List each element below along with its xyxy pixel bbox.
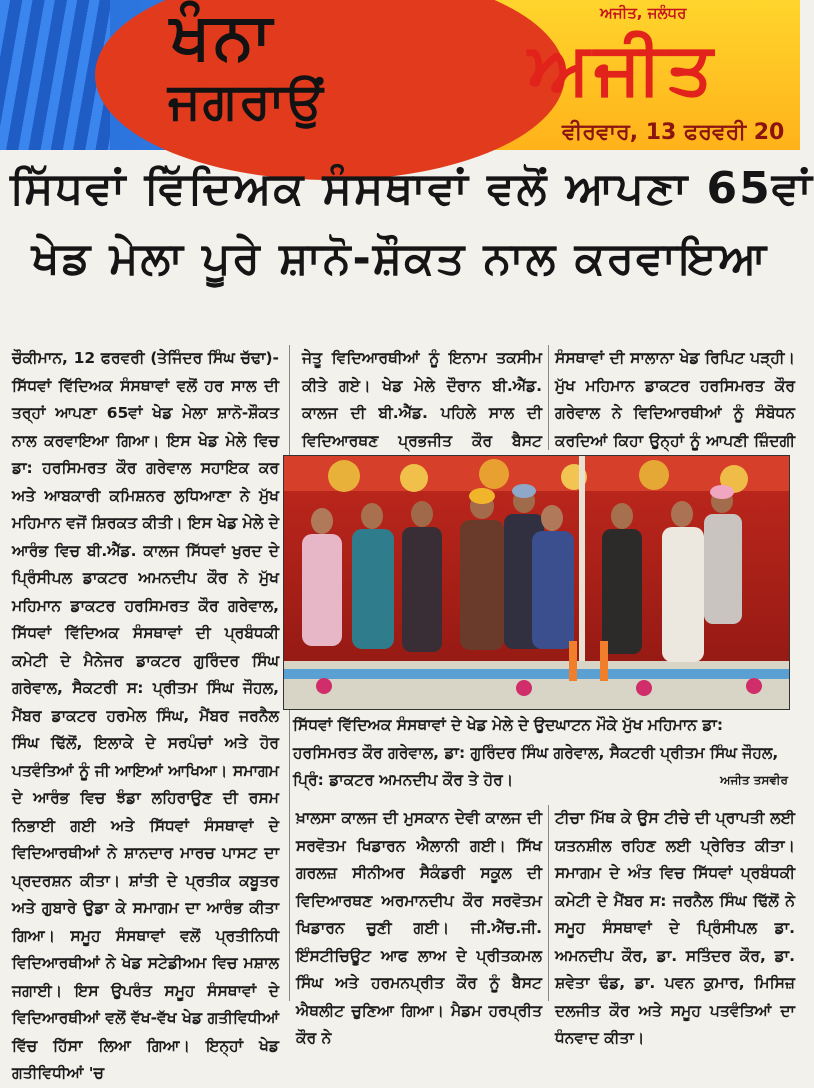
publisher-label: ਅਜੀਤ, ਜਲੰਧਰ <box>600 4 687 22</box>
event-photo <box>283 455 790 710</box>
event-photo-illustration <box>284 456 789 709</box>
headline-line-1: ਸਿੱਧਵਾਂ ਵਿੱਦਿਅਕ ਸੰਸਥਾਵਾਂ ਵਲੋਂ ਆਪਣਾ 65ਵਾਂ <box>10 163 814 214</box>
photo-caption <box>293 712 788 795</box>
photo-caption-text: ਸਿੱਧਵਾਂ ਵਿੱਦਿਅਕ ਸੰਸਥਾਵਾਂ ਦੇ ਖੇਡ ਮੇਲੇ ਦੇ ਉਦਘਾਟਨ ਮੌਕੇ ਮੁੱਖ ਮਹਿਮਾਨ ਡਾ: ਹਰਸਿਮਰਤ ਕੌਰ ਗਰੇਵਾਲ, ਡਾ: ਗੁਰਿੰਦਰ ਸਿੰਘ ਗਰੇਵਾਲ, ਸੈਕਟਰੀ ਪ੍ਰੀਤਮ ਸਿੰਘ ਜੌਹਲ, ਪ੍ਰਿੰ: ਡਾਕਟਰ ਅਮਨਦੀਪ ਕੌਰ ਤੇ ਹੋਰ। <box>293 716 779 789</box>
article-column-3 <box>555 345 795 457</box>
banner-red-oval <box>95 0 565 180</box>
photo-credit: ਅਜੀਤ ਤਸਵੀਰ <box>720 773 788 787</box>
article-text: ਜੇਤੂ ਵਿਦਿਆਰਥੀਆਂ ਨੂੰ ਇਨਾਮ ਤਕਸੀਮ ਕੀਤੇ ਗਏ। ਖੇਡ ਮੇਲੇ ਦੌਰਾਨ ਬੀ.ਐੱਡ. ਕਾਲਜ ਦੀ ਬੀ.ਐੱਡ. ਪਹਿਲੇ ਸਾਲ ਦੀ ਵਿਦਿਆਰਥਣ ਪ੍ਰਭਜੀਤ ਕੌਰ ਬੈਸਟ <box>302 349 542 450</box>
column-divider <box>548 805 549 1001</box>
article-text: ਸੰਸਥਾਵਾਂ ਦੀ ਸਾਲਾਨਾ ਖੇਡ ਰਿਪਿਟ ਪੜ੍ਹੀ। ਮੁੱਖ ਮਹਿਮਾਨ ਡਾਕਟਰ ਹਰਸਿਮਰਤ ਕੌਰ ਗਰੇਵਾਲ ਨੇ ਵਿਦਿਆਰਥੀਆਂ ਨੂੰ ਸੰਬੋਧਨ ਕਰਦਿਆਂ ਕਿਹਾ ਉਨ੍ਹਾਂ ਨੂੰ ਆਪਣੀ ਜ਼ਿੰਦਗੀ <box>555 349 795 450</box>
article-column-2 <box>302 345 542 457</box>
article-text: ਚੌਕੀਮਾਨ, 12 ਫਰਵਰੀ (ਤੇਜਿੰਦਰ ਸਿੰਘ ਚੱਢਾ)-ਸਿੱਧਵਾਂ ਵਿੱਦਿਅਕ ਸੰਸਥਾਵਾਂ ਵਲੋਂ ਹਰ ਸਾਲ ਦੀ ਤਰ੍ਹਾਂ ਆਪਣਾ 65ਵਾਂ ਖੇਡ ਮੇਲਾ ਸ਼ਾਨੋ-ਸ਼ੌਕਤ ਨਾਲ ਕਰਵਾਇਆ ਗਿਆ। ਇਸ ਖੇਡ ਮੇਲੇ ਵਿਚ ਡਾ: ਹਰਸਿਮਰਤ ਕੌਰ ਗਰੇਵਾਲ ਸਹਾਇਕ ਕਰ ਅਤੇ ਆਬਕਾਰੀ ਕਮਿਸ਼ਨਰ ਲੁਧਿਆਣਾ ਨੇ ਮੁੱਖ ਮਹਿਮਾਨ ਵਜੋਂ ਸ਼ਿਰਕਤ ਕੀਤੀ। ਇਸ ਖੇਡ ਮੇਲੇ ਦੇ ਆਰੰਭ ਵਿਚ ਬੀ.ਐੱਡ. ਕਾਲਜ ਸਿੱਧਵਾਂ ਖੁਰਦ ਦੇ ਪ੍ਰਿੰਸੀਪਲ ਡਾਕਟਰ ਅਮਨਦੀਪ ਕੌਰ ਨੇ ਮੁੱਖ ਮਹਿਮਾਨ ਡਾਕਟਰ ਹਰਸਿਮਰਤ ਕੌਰ ਗਰੇਵਾਲ, ਸਿੱਧਵਾਂ ਵਿੱਦਿਅਕ ਸੰਸਥਾਵਾਂ ਦੀ ਪ੍ਰਬੰਧਕੀ ਕਮੇਟੀ ਦੇ ਮੈਨੇਜਰ ਡਾਕਟਰ ਗੁਰਿੰਦਰ ਸਿੰਘ ਗਰੇਵਾਲ, ਸੈਕਟਰੀ ਸ: ਪ੍ਰੀਤਮ ਸਿੰਘ ਜੌਹਲ, ਮੈਂਬਰ ਡਾਕਟਰ ਹਰਮੇਲ ਸਿੰਘ, ਮੈਂਬਰ ਜਰਨੈਲ ਸਿੰਘ ਢਿੱਲੋਂ, ਇਲਾਕੇ ਦੇ ਸਰਪੰਚਾਂ ਅਤੇ ਹੋਰ ਪਤਵੰਤਿਆਂ ਨੂੰ ਜੀ ਆਇਆਂ ਆਖਿਆ। ਸਮਾਗਮ ਦੇ ਆਰੰਭ ਵਿਚ ਝੰਡਾ ਲਹਿਰਾਉਣ ਦੀ ਰਸਮ ਨਿਭਾਈ ਗਈ ਅਤੇ ਸਿੱਧਵਾਂ ਸੰਸਥਾਵਾਂ ਦੇ ਵਿਦਿਆਰਥੀਆਂ ਨੇ ਸ਼ਾਨਦਾਰ ਮਾਰਚ ਪਾਸਟ ਦਾ ਪ੍ਰਦਰਸ਼ਨ ਕੀਤਾ। ਸ਼ਾਂਤੀ ਦੇ ਪ੍ਰਤੀਕ ਕਬੂਤਰ ਅਤੇ ਗੁਬਾਰੇ ਉਡਾ ਕੇ ਸਮਾਗਮ ਦਾ ਆਰੰਭ ਕੀਤਾ ਗਿਆ। ਸਮੂਹ ਸੰਸਥਾਵਾਂ ਵਲੋਂ ਪ੍ਰਤੀਨਿਧੀ ਵਿਦਿਆਰਥੀਆਂ ਨੇ ਖੇਡ ਸਟੇਡੀਅਮ ਵਿਚ ਮਸ਼ਾਲ ਜਗਾਈ। ਇਸ ਉਪਰੰਤ ਸਮੂਹ ਸੰਸਥਾਵਾਂ ਦੇ ਵਿਦਿਆਰਥੀਆਂ ਵਲੋਂ ਵੱਖ-ਵੱਖ ਖੇਡ ਗਤੀਵਿਧੀਆਂ ਵਿੱਚ ਹਿੱਸਾ ਲਿਆ ਗਿਆ। ਇਨ੍ਹਾਂ ਖੇਡ ਗਤੀਵਿਧੀਆਂ 'ਚ <box>12 349 279 1082</box>
article-column-5 <box>555 805 795 1047</box>
article-column-4 <box>296 805 542 1047</box>
edition-location-1: ਖੰਨਾ <box>170 0 275 74</box>
headline-line-2: ਖੇਡ ਮੇਲਾ ਪੂਰੇ ਸ਼ਾਨੋ-ਸ਼ੌਕਤ ਨਾਲ ਕਰਵਾਇਆ <box>31 233 769 284</box>
column-divider <box>548 345 549 450</box>
issue-date: ਵੀਰਵਾਰ, 13 ਫਰਵਰੀ 20 <box>562 120 785 145</box>
banner-stripes <box>0 0 110 150</box>
publication-name: ਅਜੀਤ <box>528 26 717 110</box>
edition-location-2: ਜਗਰਾਉਂ <box>168 72 325 130</box>
headline <box>10 158 814 290</box>
article-text: ਖ਼ਾਲਸਾ ਕਾਲਜ ਦੀ ਮੁਸਕਾਨ ਦੇਵੀ ਕਾਲਜ ਦੀ ਸਰਵੋਤਮ ਖਿਡਾਰਨ ਐਲਾਨੀ ਗਈ। ਸਿੱਖ ਗਰਲਜ਼ ਸੀਨੀਅਰ ਸੈਕੰਡਰੀ ਸਕੂਲ ਦੀ ਵਿਦਿਆਰਥਣ ਅਰਮਾਨਦੀਪ ਕੌਰ ਸਰਵੋਤਮ ਖਿਡਾਰਨ ਚੁਣੀ ਗਈ। ਜੀ.ਐੱਚ.ਜੀ. ਇੰਸਟੀਚਿਊਟ ਆਫ ਲਾਅ ਦੇ ਪ੍ਰੀਤਕਮਲ ਸਿੰਘ ਅਤੇ ਹਰਮਨਪ੍ਰੀਤ ਕੌਰ ਨੂੰ ਬੈਸਟ ਐਥਲੀਟ ਚੁਣਿਆ ਗਿਆ। ਮੈਡਮ ਹਰਪ੍ਰੀਤ ਕੌਰ ਨੇ <box>296 809 542 1047</box>
article-text: ਟੀਚਾ ਮਿੱਥ ਕੇ ਉਸ ਟੀਚੇ ਦੀ ਪ੍ਰਾਪਤੀ ਲਈ ਯਤਨਸ਼ੀਲ ਰਹਿਣ ਲਈ ਪ੍ਰੇਰਿਤ ਕੀਤਾ। ਸਮਾਗਮ ਦੇ ਅੰਤ ਵਿਚ ਸਿੱਧਵਾਂ ਪ੍ਰਬੰਧਕੀ ਕਮੇਟੀ ਦੇ ਮੈਂਬਰ ਸ: ਜਰਨੈਲ ਸਿੰਘ ਢਿੱਲੋਂ ਨੇ ਸਮੂਹ ਸੰਸਥਾਵਾਂ ਦੇ ਪ੍ਰਿੰਸੀਪਲ ਡਾ. ਅਮਨਦੀਪ ਕੌਰ, ਡਾ. ਸਤਿੰਦਰ ਕੌਰ, ਡਾ. ਸ਼ਵੇਤਾ ਢੰਡ, ਡਾ. ਪਵਨ ਕੁਮਾਰ, ਮਿਸਿਜ਼ ਦਲਜੀਤ ਕੌਰ ਅਤੇ ਸਮੂਹ ਪਤਵੰਤਿਆਂ ਦਾ ਧੰਨਵਾਦ ਕੀਤਾ। <box>555 809 795 1047</box>
article-column-1 <box>12 345 279 1082</box>
masthead-banner <box>0 0 800 150</box>
